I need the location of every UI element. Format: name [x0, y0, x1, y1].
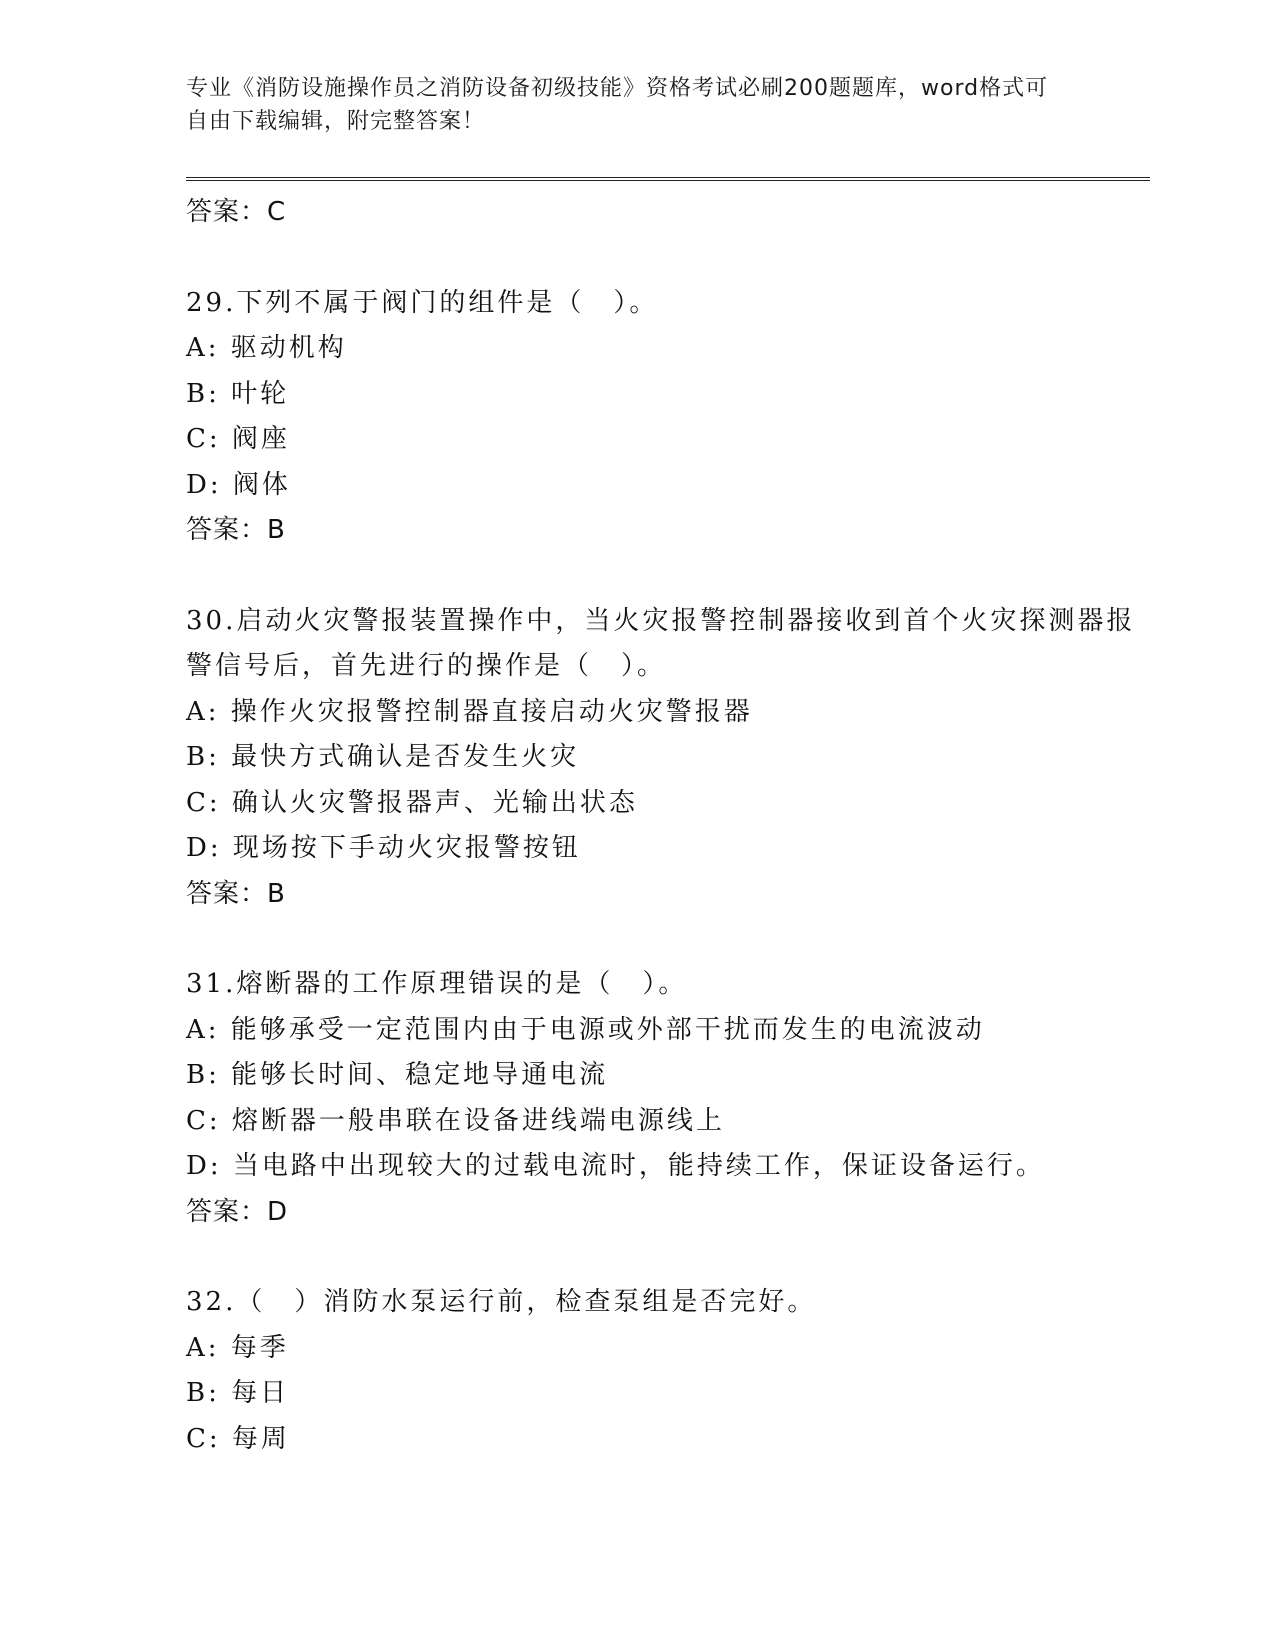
option-a: A: 操作火灾报警控制器直接启动火灾警报器 [186, 696, 753, 727]
answer-line: 答案：D [186, 1196, 289, 1227]
option-c: C: 每周 [186, 1423, 290, 1454]
option-d: D: 阀体 [186, 469, 291, 500]
question-31 [186, 962, 1146, 1235]
question-stem: 29.下列不属于阀门的组件是（ ）。 [186, 287, 659, 318]
option-a: A: 驱动机构 [186, 333, 347, 363]
option-c: C: 确认火灾警报器声、光输出状态 [186, 787, 638, 818]
option-d: D: 当电路中出现较大的过载电流时，能持续工作，保证设备运行。 [186, 1151, 1045, 1181]
option-a: A: 能够承受一定范围内由于电源或外部干扰而发生的电流波动 [186, 1014, 985, 1045]
question-32 [186, 1280, 1146, 1462]
option-b: B: 叶轮 [186, 378, 290, 409]
question-stem: 32.（ ）消防水泵运行前，检查泵组是否完好。 [186, 1287, 817, 1317]
option-a: A: 每季 [186, 1332, 289, 1363]
header-divider [186, 177, 1150, 181]
option-b: B: 最快方式确认是否发生火灾 [186, 742, 580, 772]
question-29 [186, 281, 1146, 554]
option-b: B: 每日 [186, 1378, 290, 1408]
question-30 [186, 599, 1146, 918]
option-d: D: 现场按下手动火灾报警按钮 [186, 833, 581, 863]
option-c: C: 阀座 [186, 424, 290, 454]
option-b: B: 能够长时间、稳定地导通电流 [186, 1060, 609, 1090]
spacer [186, 917, 1146, 962]
question-stem: 30.启动火灾警报装置操作中，当火灾报警控制器接收到首个火灾探测器报警信号后，首先进行的操作是（ ）。 [186, 605, 1136, 681]
option-c: C: 熔断器一般串联在设备进线端电源线上 [186, 1105, 725, 1136]
answer-line: 答案：B [186, 515, 286, 545]
page-header: 专业《消防设施操作员之消防设备初级技能》资格考试必刷200题题库，word格式可自由下载编辑，附完整答案！ [186, 76, 1049, 134]
question-stem: 31.熔断器的工作原理错误的是（ ）。 [186, 969, 688, 999]
answer-line: 答案：B [186, 878, 286, 909]
answer-line: 答案：C [186, 197, 287, 227]
spacer [186, 236, 1146, 281]
question-list [186, 190, 1146, 1462]
spacer [186, 554, 1146, 599]
spacer [186, 1235, 1146, 1280]
